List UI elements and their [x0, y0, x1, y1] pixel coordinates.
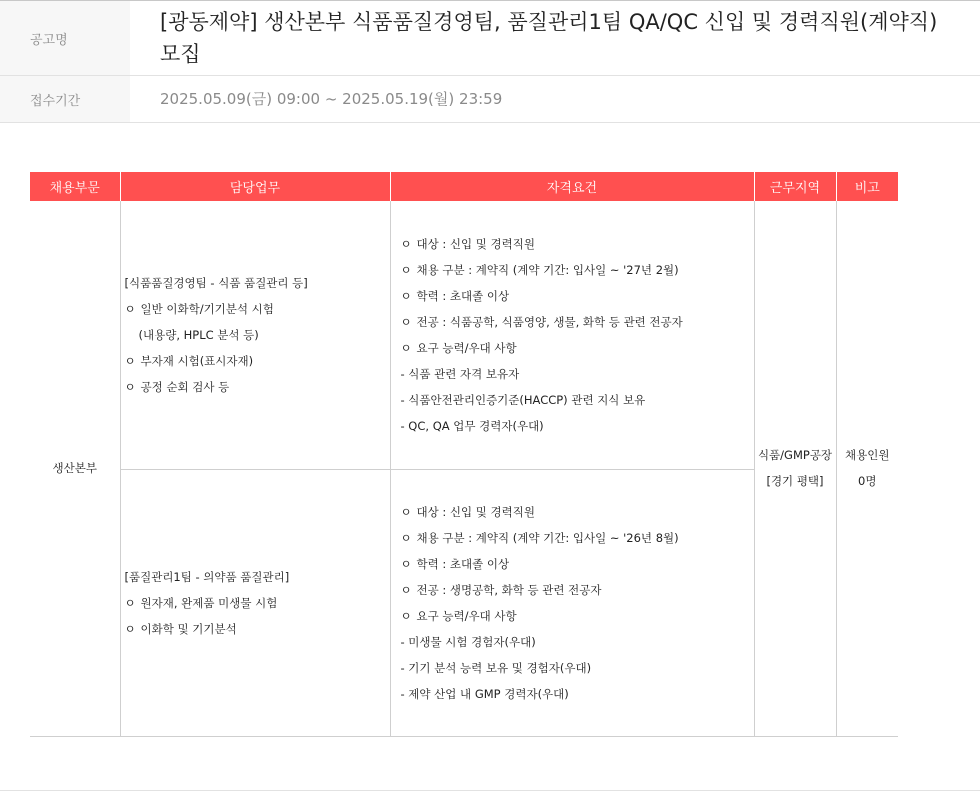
- bullet-marker: ㅇ: [124, 301, 136, 316]
- list-item-text: 전공 : 식품공학, 식품영양, 생물, 화학 등 관련 전공자: [416, 314, 683, 329]
- application-period-label: 접수기간: [0, 76, 130, 122]
- list-item-text: - 식품 관련 자격 보유자: [400, 366, 520, 381]
- list-item-text: - 기기 분석 능력 보유 및 경험자(우대): [400, 660, 592, 675]
- list-item: [125, 374, 386, 400]
- bullet-marker: ㅇ: [124, 621, 136, 636]
- list-item: [401, 525, 744, 551]
- header-location: 근무지역: [754, 172, 836, 201]
- list-item-text: 원자재, 완제품 미생물 시험: [140, 595, 278, 610]
- list-item-text: 대상 : 신입 및 경력직원: [416, 236, 535, 251]
- list-item-text: 대상 : 신입 및 경력직원: [416, 504, 535, 519]
- list-item: [401, 499, 744, 525]
- list-item-text: (내용량, HPLC 분석 등): [138, 327, 259, 342]
- header-duties: 담당업무: [120, 172, 390, 201]
- bullet-marker: ㅇ: [400, 288, 412, 303]
- list-item: [125, 590, 386, 616]
- bullet-marker: ㅇ: [400, 530, 412, 545]
- list-item: [401, 231, 744, 257]
- bullet-marker: ㅇ: [400, 262, 412, 277]
- list-item-text: - 제약 산업 내 GMP 경력자(우대): [400, 686, 569, 701]
- note-line: 채용인원: [845, 448, 890, 463]
- posting-title-label: 공고명: [0, 1, 130, 75]
- bullet-marker: ㅇ: [400, 340, 412, 355]
- requirements-cell: [390, 469, 754, 736]
- duties-cell: [120, 201, 390, 469]
- list-item: [401, 387, 744, 413]
- list-item: [125, 616, 386, 642]
- list-item: [401, 361, 744, 387]
- header-division: 채용부문: [30, 172, 120, 201]
- requirements-cell: [390, 201, 754, 469]
- list-item: [401, 655, 744, 681]
- list-item-text: 요구 능력/우대 사항: [416, 340, 517, 355]
- list-item-text: 채용 구분 : 계약직 (계약 기간: 입사일 ~ '27년 2월): [416, 262, 679, 277]
- duties-cell: [120, 469, 390, 736]
- posting-title-row: [0, 1, 980, 76]
- table-row: [30, 201, 898, 469]
- list-item-text: [품질관리1팀 - 의약품 품질관리]: [124, 569, 290, 584]
- division-cell: 생산본부: [30, 201, 120, 736]
- list-item-text: 전공 : 생명공학, 화학 등 관련 전공자: [416, 582, 602, 597]
- bottom-border: [0, 790, 980, 791]
- list-item: [125, 322, 386, 348]
- bullet-marker: ㅇ: [124, 379, 136, 394]
- bullet-marker: ㅇ: [400, 556, 412, 571]
- location-line: [경기 평택]: [766, 474, 824, 489]
- bullet-marker: ㅇ: [400, 582, 412, 597]
- list-item-text: - QC, QA 업무 경력자(우대): [400, 418, 544, 433]
- list-item-text: 채용 구분 : 계약직 (계약 기간: 입사일 ~ '26년 8월): [416, 530, 679, 545]
- location-line: 식품/GMP공장: [757, 448, 833, 463]
- note-cell: [836, 201, 898, 736]
- list-item-text: 학력 : 초대졸 이상: [416, 288, 510, 303]
- list-item: [401, 413, 744, 439]
- bullet-marker: ㅇ: [400, 236, 412, 251]
- header-note: 비고: [836, 172, 898, 201]
- application-period-row: [0, 76, 980, 123]
- list-item: [125, 564, 386, 590]
- application-period: 2025.05.09(금) 09:00 ~ 2025.05.19(월) 23:59: [160, 90, 503, 108]
- header-requirements: 자격요건: [390, 172, 754, 201]
- list-item-text: 부자재 시험(표시자재): [140, 353, 254, 368]
- list-item-text: 학력 : 초대졸 이상: [416, 556, 510, 571]
- list-item: [401, 283, 744, 309]
- bullet-marker: ㅇ: [124, 595, 136, 610]
- list-item: [401, 335, 744, 361]
- note-line: 0명: [858, 474, 877, 489]
- list-item-text: - 식품안전관리인증기준(HACCP) 관련 지식 보유: [400, 392, 646, 407]
- list-item: [401, 681, 744, 707]
- bullet-marker: ㅇ: [400, 608, 412, 623]
- list-item: [401, 603, 744, 629]
- bullet-marker: ㅇ: [124, 353, 136, 368]
- table-header-row: [30, 172, 898, 201]
- list-item: [125, 270, 386, 296]
- list-item-text: - 미생물 시험 경험자(우대): [400, 634, 536, 649]
- list-item-text: 공정 순회 검사 등: [140, 379, 230, 394]
- list-item-text: 이화학 및 기기분석: [140, 621, 237, 636]
- list-item: [401, 309, 744, 335]
- list-item: [401, 577, 744, 603]
- posting-title: [광동제약] 생산본부 식품품질경영팀, 품질관리1팀 QA/QC 신입 및 경력직원(계약직) 모집: [160, 10, 938, 66]
- list-item-text: [식품품질경영팀 - 식품 품질관리 등]: [124, 275, 308, 290]
- job-posting-table: [30, 172, 898, 737]
- list-item: [401, 629, 744, 655]
- list-item: [125, 296, 386, 322]
- bullet-marker: ㅇ: [400, 314, 412, 329]
- list-item: [125, 348, 386, 374]
- location-cell: [754, 201, 836, 736]
- list-item-text: 요구 능력/우대 사항: [416, 608, 517, 623]
- list-item: [401, 551, 744, 577]
- list-item: [401, 257, 744, 283]
- bullet-marker: ㅇ: [400, 504, 412, 519]
- list-item-text: 일반 이화학/기기분석 시험: [140, 301, 274, 316]
